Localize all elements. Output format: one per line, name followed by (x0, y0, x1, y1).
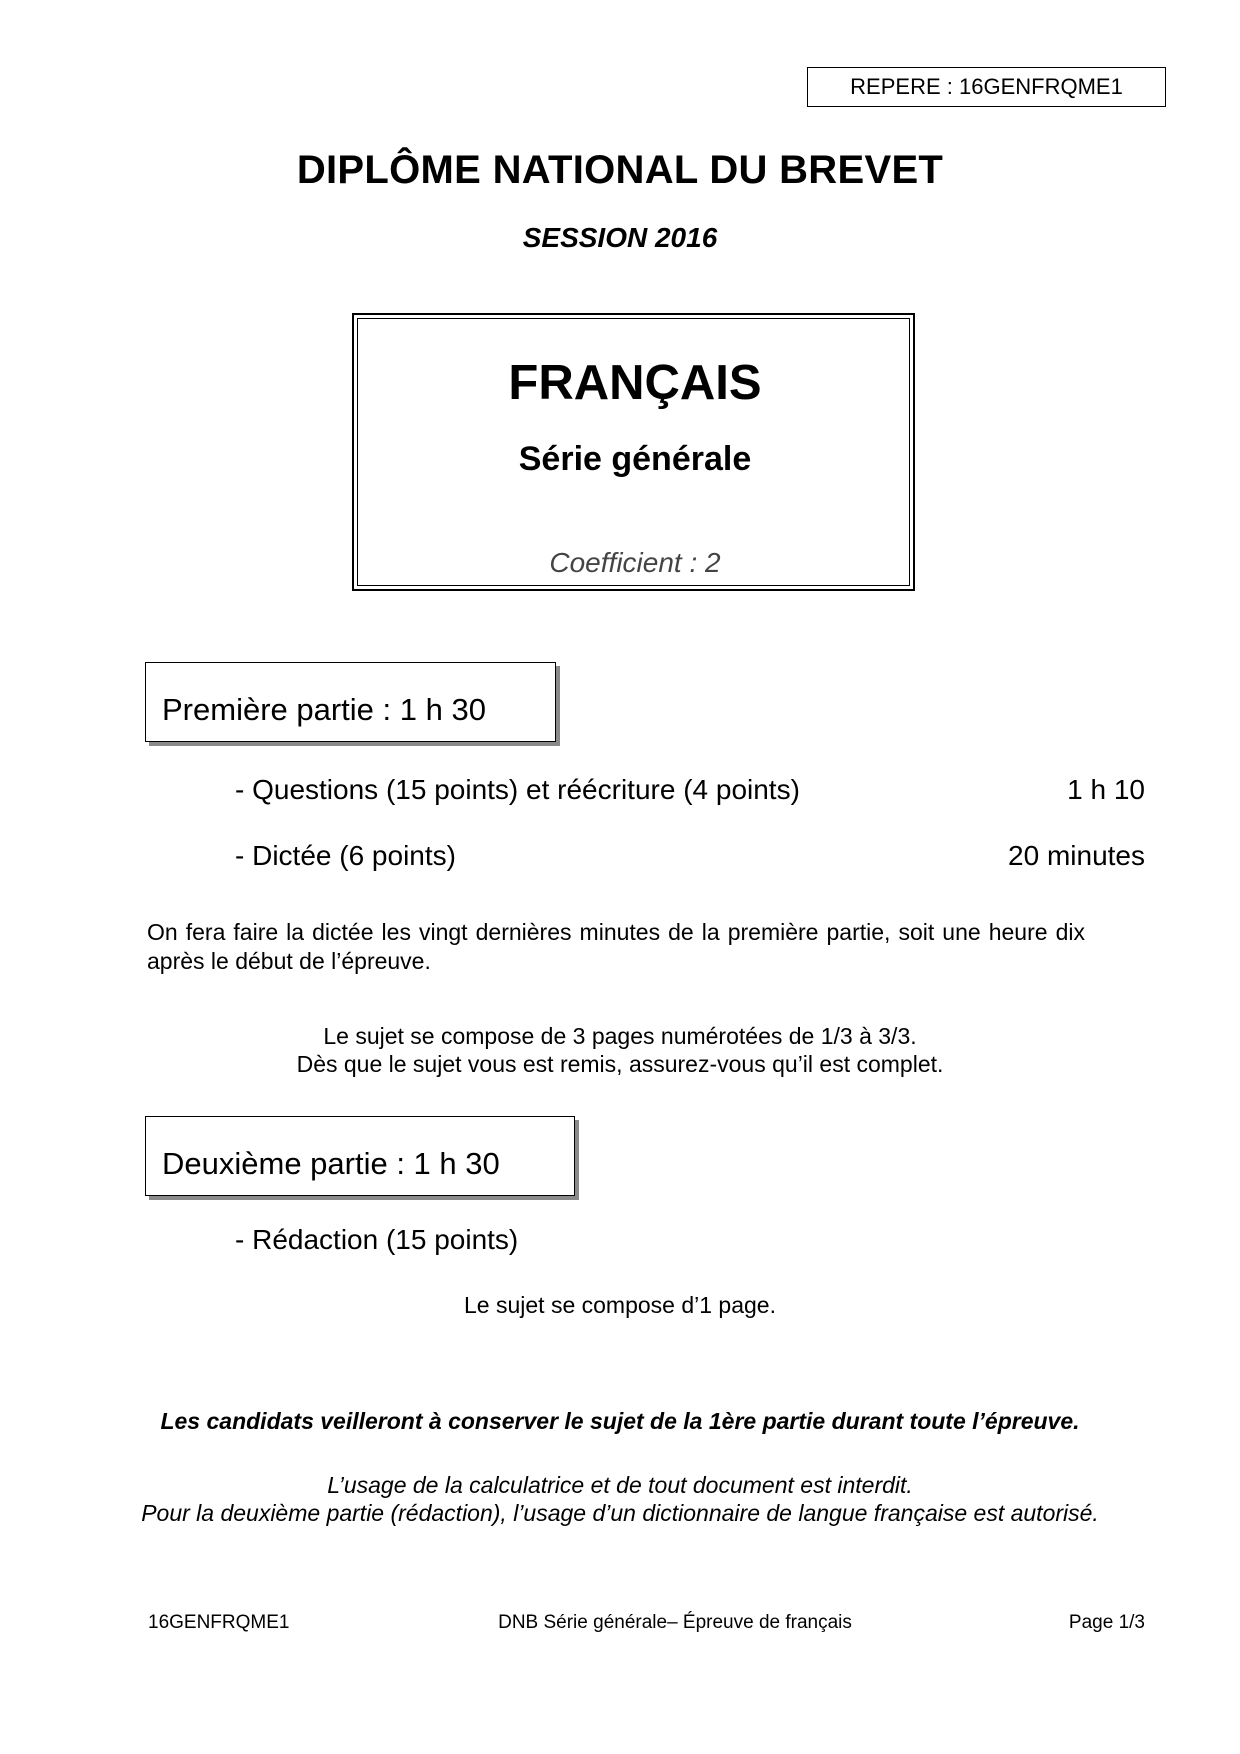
part1-note: On fera faire la dictée les vingt dernières minutes de la première partie, soit une heure dix après le début de l’épreuve. (147, 919, 1085, 974)
document-title: DIPLÔME NATIONAL DU BREVET (296, 148, 944, 192)
subject-serie: Série générale (518, 440, 752, 478)
part1-item-dictee: - Dictée (6 points) (235, 840, 456, 871)
candidates-warning: Les candidats veilleront à conserver le sujet de la 1ère partie durant toute l’épreuve. (160, 1408, 1080, 1434)
part2-item-redaction: - Rédaction (15 points) (235, 1224, 519, 1255)
part1-pages-line2: Dès que le sujet vous est remis, assurez-vous qu’il est complet. (296, 1051, 944, 1077)
part1-heading: Première partie : 1 h 30 (145, 662, 556, 742)
part1-item-questions-duration: 1 h 10 (1067, 774, 1145, 805)
subject-name: FRANÇAIS (508, 356, 762, 410)
footer-code: 16GENFRQME1 (148, 1612, 290, 1633)
part2-heading: Deuxième partie : 1 h 30 (145, 1116, 575, 1196)
part2-pages-line: Le sujet se compose d’1 page. (464, 1292, 776, 1318)
subject-coefficient: Coefficient : 2 (549, 547, 721, 578)
session-label: SESSION 2016 (522, 222, 718, 253)
rules-line1: L’usage de la calculatrice et de tout document est interdit. (327, 1472, 913, 1498)
rules-line2: Pour la deuxième partie (rédaction), l’usage d’un dictionnaire de langue française est autorisé. (141, 1500, 1099, 1526)
part1-pages-line1: Le sujet se compose de 3 pages numérotées de 1/3 à 3/3. (323, 1023, 917, 1049)
rules-block (0, 1471, 1240, 1527)
footer-page: Page 1/3 (1068, 1612, 1145, 1633)
repere-code-box: REPERE : 16GENFRQME1 (807, 67, 1166, 107)
part1-item-questions: - Questions (15 points) et réécriture (4 points) (235, 774, 800, 805)
part1-item-dictee-duration: 20 minutes (1008, 840, 1145, 871)
footer-center: DNB Série générale– Épreuve de français (498, 1612, 852, 1633)
